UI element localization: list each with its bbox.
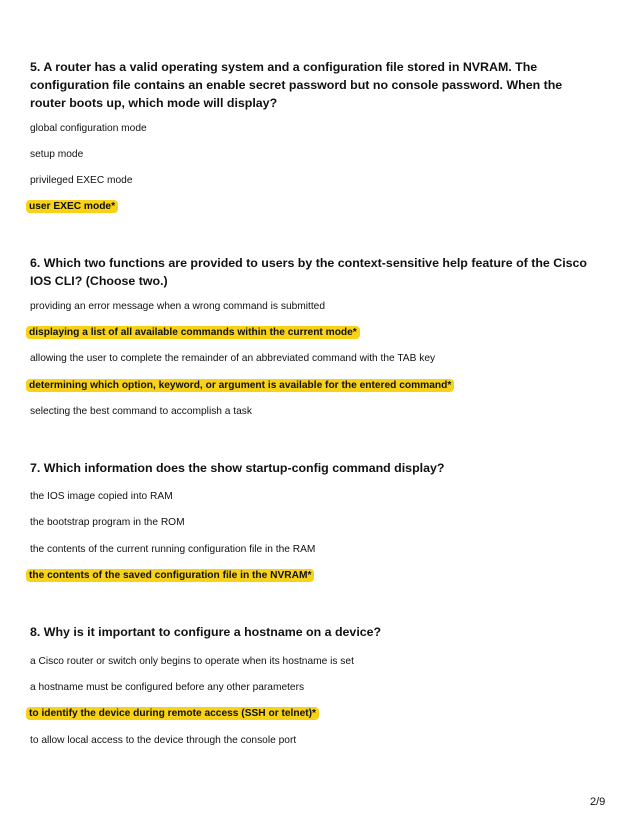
question-8-text: 8. Why is it important to configure a hostname on a device? (30, 625, 382, 639)
correct-answer-highlight: user EXEC mode* (26, 200, 118, 213)
option-text: the IOS image copied into RAM (30, 491, 173, 502)
question-7-option-4 (30, 569, 314, 583)
question-6-text: 6. Which two functions are provided to users by the context-sensitive help feature of the Cisco IOS CLI? (Choose two.) (30, 256, 587, 288)
option-text: the contents of the current running configuration file in the RAM (30, 544, 316, 555)
question-6-option-5 (30, 405, 252, 419)
question-8-option-4 (30, 734, 296, 748)
option-text: setup mode (30, 149, 84, 160)
question-5-option-4 (30, 200, 118, 214)
question-6-option-4 (30, 379, 454, 393)
question-5-text: 5. A router has a valid operating system and a configuration file stored in NVRAM. The configuration file contains an enable secret password but no console password. When the router boots up, which mode will display? (30, 60, 563, 110)
question-5-option-1 (30, 122, 147, 136)
question-7-text: 7. Which information does the show startup-config command display? (30, 461, 445, 475)
option-text: global configuration mode (30, 123, 147, 134)
correct-answer-highlight: the contents of the saved configuration file in the NVRAM* (26, 569, 314, 582)
option-text: selecting the best command to accomplish a task (30, 406, 252, 417)
option-text: to allow local access to the device through the console port (30, 735, 297, 746)
question-6-option-2 (30, 326, 360, 340)
question-5-option-2 (30, 148, 83, 162)
option-text: privileged EXEC mode (30, 175, 133, 186)
correct-answer-highlight: displaying a list of all available commands within the current mode* (26, 326, 360, 339)
question-5-option-3 (30, 174, 133, 188)
page-number: 2/9 (590, 796, 606, 808)
question-6-option-3 (30, 352, 435, 366)
question-7-option-3 (30, 543, 315, 557)
question-7-option-1 (30, 490, 173, 504)
option-text: a hostname must be configured before any other parameters (30, 682, 305, 693)
correct-answer-highlight: to identify the device during remote access (SSH or telnet)* (26, 707, 319, 720)
question-8-option-3 (30, 707, 319, 721)
question-6-option-1 (30, 300, 325, 314)
option-text: providing an error message when a wrong command is submitted (30, 301, 326, 312)
question-8-option-2 (30, 681, 304, 695)
question-7-option-2 (30, 516, 185, 530)
option-text: a Cisco router or switch only begins to operate when its hostname is set (30, 656, 354, 667)
option-text: the bootstrap program in the ROM (30, 517, 185, 528)
option-text: allowing the user to complete the remainder of an abbreviated command with the TAB key (30, 353, 436, 364)
correct-answer-highlight: determining which option, keyword, or argument is available for the entered command* (26, 379, 454, 392)
question-8-option-1 (30, 655, 354, 669)
